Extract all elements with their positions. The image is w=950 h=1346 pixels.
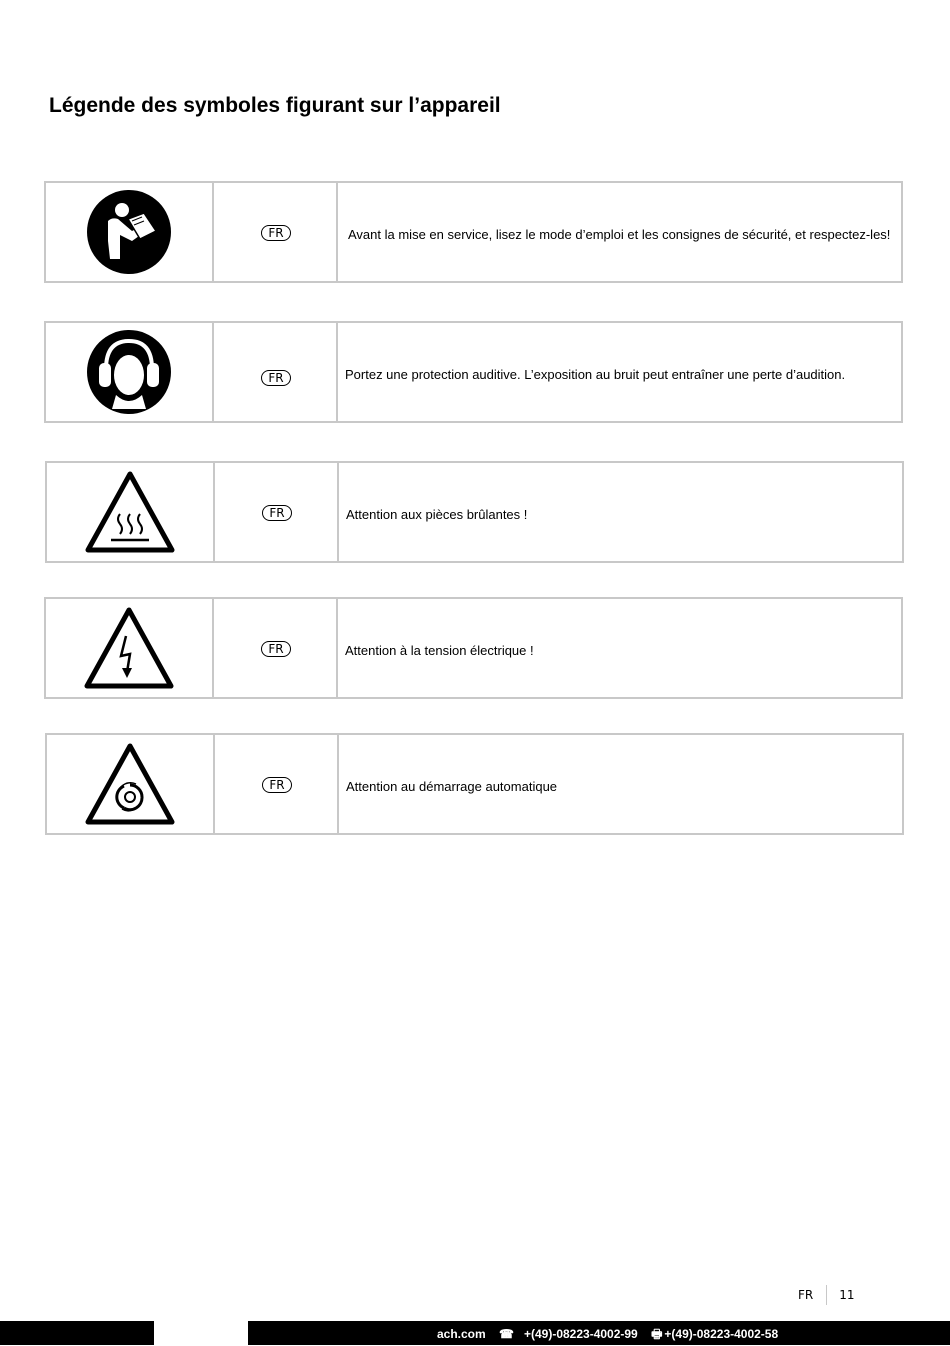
footer-contact-bar [0,1321,950,1345]
footer-contact-info [437,1325,788,1346]
language-cell [214,183,338,281]
automatic-start-warning-icon [84,742,176,826]
symbol-description: Attention au démarrage automatique [346,779,558,794]
footer-bar-gap [154,1321,248,1345]
symbol-icon-cell [47,735,215,833]
footer-website: ach.com [437,1327,486,1341]
symbol-description: Attention aux pièces brûlantes ! [346,507,528,522]
language-badge: FR [261,225,291,241]
footer-language: FR [798,1288,814,1302]
language-cell [214,323,338,421]
page-title: Légende des symboles figurant sur l’appareil [49,94,501,117]
read-manual-icon [86,189,172,275]
symbol-row-electric-voltage [44,597,903,699]
electric-voltage-warning-icon [83,606,175,690]
symbol-icon-cell [46,323,214,421]
phone-icon: ☎ [499,1327,514,1341]
language-badge: FR [262,505,292,521]
symbol-description: Portez une protection auditive. L’exposition au bruit peut entraîner une perte d’audition. [345,367,846,382]
footer-fax: +(49)-08223-4002-58 [664,1327,779,1341]
symbol-description: Avant la mise en service, lisez le mode d’emploi et les consignes de sécurité, et respectez-les! [348,227,891,242]
description-cell [339,735,902,833]
symbol-row-automatic-start [45,733,904,835]
page-number: 11 [839,1288,855,1302]
symbol-description: Attention à la tension électrique ! [345,643,534,658]
description-cell [338,599,901,697]
symbol-row-hot-surface [45,461,904,563]
hot-surface-warning-icon [84,470,176,554]
symbol-icon-cell [46,599,214,697]
language-badge: FR [262,777,292,793]
language-badge: FR [261,641,291,657]
ear-protection-icon [86,329,172,415]
description-cell [338,323,901,421]
symbol-row-ear-protection [44,321,903,423]
language-badge: FR [261,370,291,386]
symbol-row-read-manual [44,181,903,283]
description-cell [339,463,902,561]
description-cell [338,183,901,281]
symbol-icon-cell [46,183,214,281]
symbol-icon-cell [47,463,215,561]
language-cell [215,735,339,833]
footer-divider [826,1285,827,1305]
footer-phone: +(49)-08223-4002-99 [523,1327,638,1341]
page-indicator [798,1285,855,1305]
fax-icon: 🖶 [651,1327,663,1341]
language-cell [215,463,339,561]
language-cell [214,599,338,697]
